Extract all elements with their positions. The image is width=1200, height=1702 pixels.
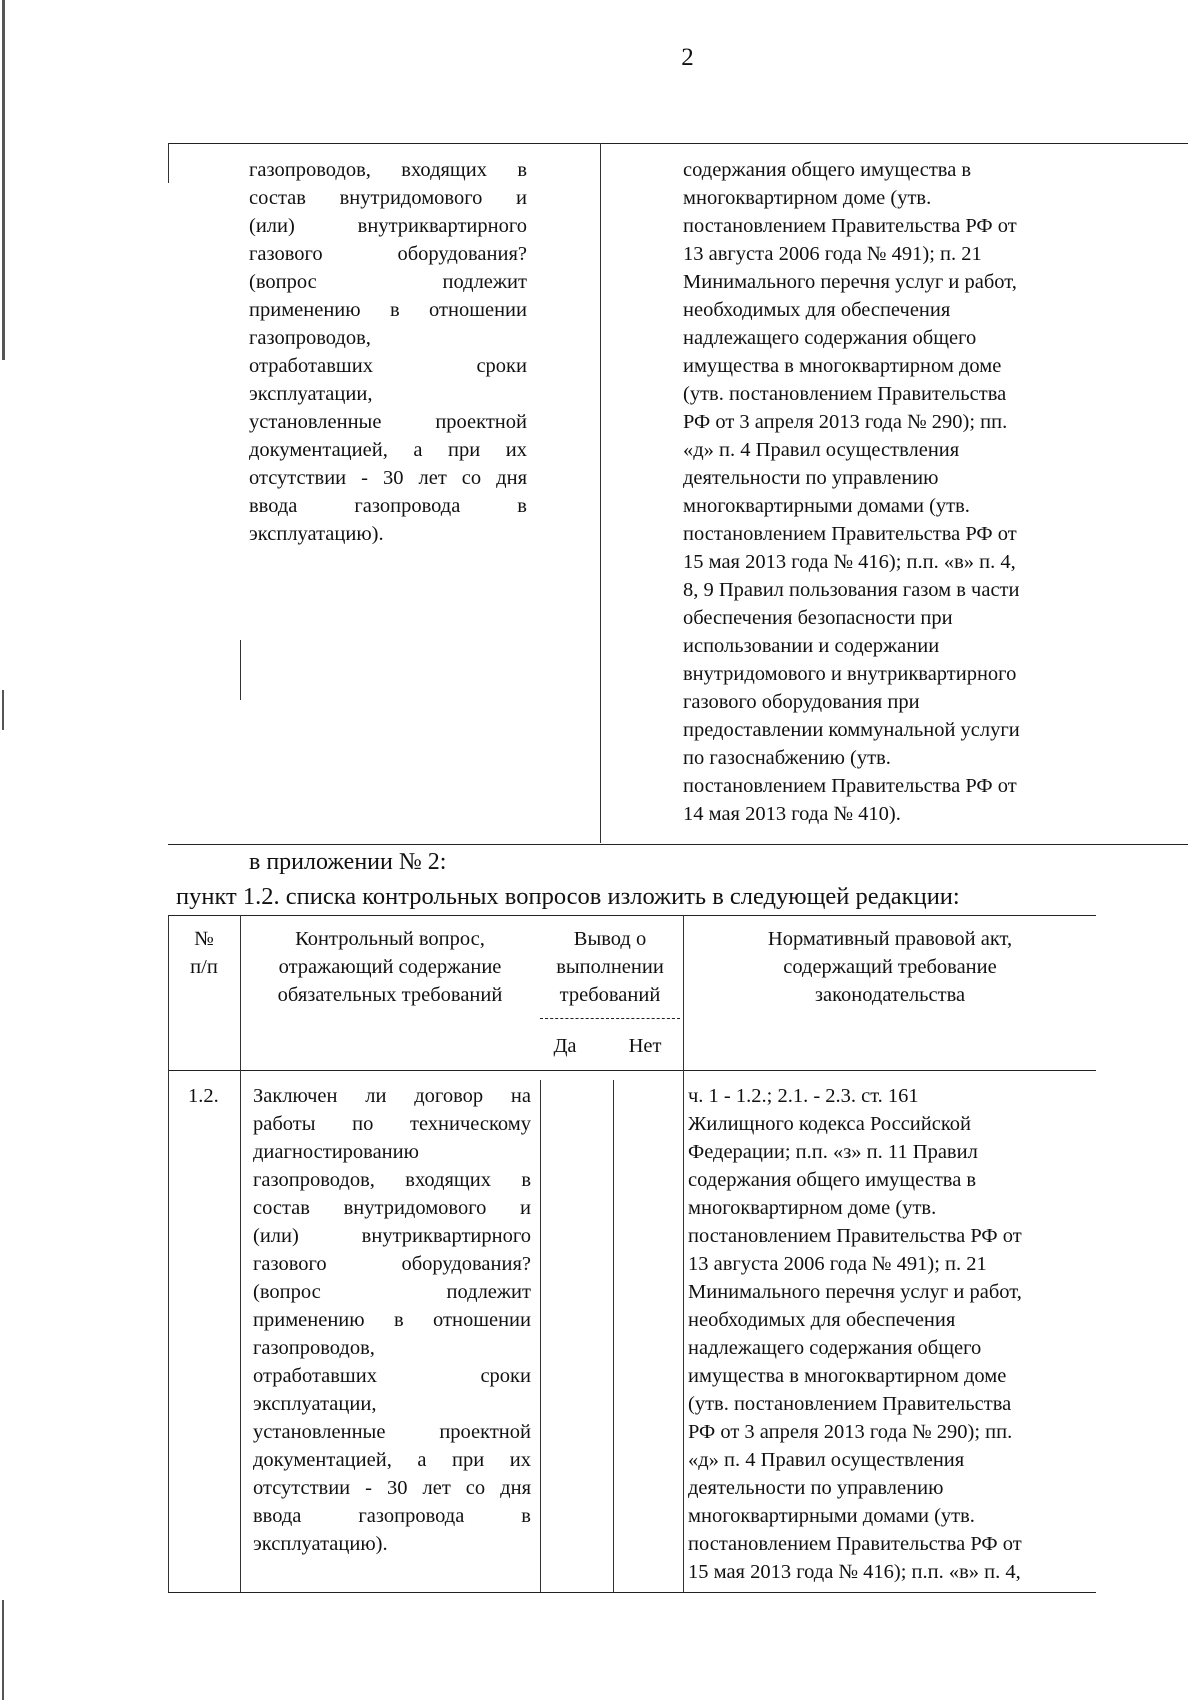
text-line: ч. 1 - 1.2.; 2.1. - 2.3. ст. 161	[688, 1085, 919, 1107]
text-line: Федерации; п.п. «з» п. 11 Правил	[688, 1141, 978, 1163]
row-question-text	[253, 1082, 531, 1558]
header-num: № п/п	[190, 928, 218, 978]
text-line: «д» п. 4 Правил осуществления	[688, 1449, 965, 1471]
text-line: надлежащего содержания общего	[688, 1337, 982, 1359]
row-act-text	[688, 1082, 1088, 1586]
text-line: постановлением Правительства РФ от	[688, 1225, 1022, 1247]
text-line: содержания общего имущества в	[683, 159, 972, 181]
text-line: многоквартирном доме (утв.	[688, 1197, 937, 1219]
text-line: газопроводов, входящих в	[253, 1169, 531, 1191]
text-line: газопроводов, входящих в	[249, 159, 527, 181]
text-line: (утв. постановлением Правительства	[683, 383, 1007, 405]
text-line: состав внутридомового и	[249, 187, 527, 209]
text-line: газопроводов,	[249, 327, 371, 349]
bottom-table-border-bottom	[168, 1592, 1096, 1593]
row-number: 1.2.	[188, 1085, 219, 1107]
text-line: постановлением Правительства РФ от	[683, 523, 1017, 545]
text-line: постановлением Правительства РФ от	[688, 1533, 1022, 1555]
text-line: отсутствии - 30 лет со дня	[249, 467, 527, 489]
text-line: РФ от 3 апреля 2013 года № 290); пп.	[683, 411, 1008, 433]
text-line: 15 мая 2013 года № 416); п.п. «в» п. 4,	[683, 551, 1016, 573]
conclusion-subheader-line	[540, 1018, 680, 1019]
text-line: ввода газопровода в	[249, 495, 527, 517]
top-question-text	[249, 156, 527, 548]
text-line: установленные проектной	[253, 1421, 531, 1443]
header-no: Нет	[628, 1035, 662, 1057]
col-divider	[540, 1080, 541, 1592]
text-line: имущества в многоквартирном доме	[688, 1365, 1007, 1387]
text-line: РФ от 3 апреля 2013 года № 290); пп.	[688, 1421, 1013, 1443]
text-line: применению в отношении	[253, 1309, 531, 1331]
text-line: надлежащего содержания общего	[683, 327, 977, 349]
text-line: Минимального перечня услуг и работ,	[683, 271, 1017, 293]
text-line: применению в отношении	[249, 299, 527, 321]
text-line: отработавших сроки	[249, 355, 527, 377]
text-line: ввода газопровода в	[253, 1505, 531, 1527]
edit-instruction: пункт 1.2. списка контрольных вопросов изложить в следующей редакции:	[176, 883, 960, 910]
text-line: многоквартирными домами (утв.	[688, 1505, 975, 1527]
text-line: (вопрос подлежит	[249, 271, 527, 293]
text-line: постановлением Правительства РФ от	[683, 215, 1017, 237]
text-line: деятельности по управлению	[683, 467, 939, 489]
text-line: 8, 9 Правил пользования газом в части	[683, 579, 1020, 601]
text-line: деятельности по управлению	[688, 1477, 944, 1499]
text-line: диагностированию	[253, 1141, 419, 1163]
text-line: (или) внутриквартирного	[249, 215, 527, 237]
text-line: многоквартирном доме (утв.	[683, 187, 932, 209]
page-edge-mark	[2, 690, 4, 730]
text-line: многоквартирными домами (утв.	[683, 495, 970, 517]
text-line: газового оборудования при	[683, 691, 920, 713]
col-divider	[240, 915, 241, 1592]
col-divider	[613, 1080, 614, 1592]
text-line: необходимых для обеспечения	[683, 299, 951, 321]
text-line: (вопрос подлежит	[253, 1281, 531, 1303]
text-line: отработавших сроки	[253, 1365, 531, 1387]
header-question: Контрольный вопрос, отражающий содержание обязательных требований	[277, 928, 503, 1006]
text-line: газового оборудования?	[253, 1253, 531, 1275]
top-table-divider	[600, 143, 601, 843]
text-line: 14 мая 2013 года № 410).	[683, 803, 901, 825]
text-line: обеспечения безопасности при	[683, 607, 953, 629]
text-line: постановлением Правительства РФ от	[683, 775, 1017, 797]
text-line: использовании и содержании	[683, 635, 940, 657]
top-table-border-top	[168, 143, 1188, 144]
top-act-text	[683, 156, 1103, 828]
text-line: документацией, а при их	[249, 439, 527, 461]
text-line: 15 мая 2013 года № 416); п.п. «в» п. 4,	[688, 1561, 1021, 1583]
text-line: (или) внутриквартирного	[253, 1225, 531, 1247]
top-table-left-border	[168, 143, 169, 183]
page-number: 2	[681, 44, 694, 71]
text-line: 13 августа 2006 года № 491); п. 21	[683, 243, 982, 265]
text-line: (утв. постановлением Правительства	[688, 1393, 1012, 1415]
text-line: Жилищного кодекса Российской	[688, 1113, 971, 1135]
text-line: по газоснабжению (утв.	[683, 747, 891, 769]
text-line: работы по техническому	[253, 1113, 531, 1135]
text-line: предоставлении коммунальной услуги	[683, 719, 1020, 741]
bottom-table-border-top	[168, 915, 1096, 916]
col-divider	[683, 915, 684, 1592]
text-line: Заключен ли договор на	[253, 1085, 531, 1107]
text-line: документацией, а при их	[253, 1449, 531, 1471]
text-line: Минимального перечня услуг и работ,	[688, 1281, 1022, 1303]
text-line: имущества в многоквартирном доме	[683, 355, 1002, 377]
header-yes: Да	[553, 1035, 577, 1057]
header-conclusion: Вывод о выполнении требований	[556, 928, 664, 1006]
text-line: отсутствии - 30 лет со дня	[253, 1477, 531, 1499]
page-edge-mark	[2, 1600, 4, 1700]
header-act: Нормативный правовой акт, содержащий требование законодательства	[767, 928, 1013, 1006]
header-separator	[168, 1070, 1096, 1071]
top-table-border-bottom	[168, 844, 1188, 845]
text-line: газопроводов,	[253, 1337, 375, 1359]
top-table-divider	[240, 640, 241, 700]
text-line: эксплуатацию).	[249, 523, 384, 545]
text-line: эксплуатации,	[253, 1393, 377, 1415]
text-line: содержания общего имущества в	[688, 1169, 977, 1191]
text-line: состав внутридомового и	[253, 1197, 531, 1219]
text-line: эксплуатации,	[249, 383, 373, 405]
appendix-heading: в приложении № 2:	[249, 849, 447, 875]
col-divider	[168, 915, 169, 1592]
text-line: «д» п. 4 Правил осуществления	[683, 439, 960, 461]
text-line: установленные проектной	[249, 411, 527, 433]
text-line: 13 августа 2006 года № 491); п. 21	[688, 1253, 987, 1275]
text-line: газового оборудования?	[249, 243, 527, 265]
text-line: внутридомового и внутриквартирного	[683, 663, 1017, 685]
text-line: необходимых для обеспечения	[688, 1309, 956, 1331]
text-line: эксплуатацию).	[253, 1533, 388, 1555]
